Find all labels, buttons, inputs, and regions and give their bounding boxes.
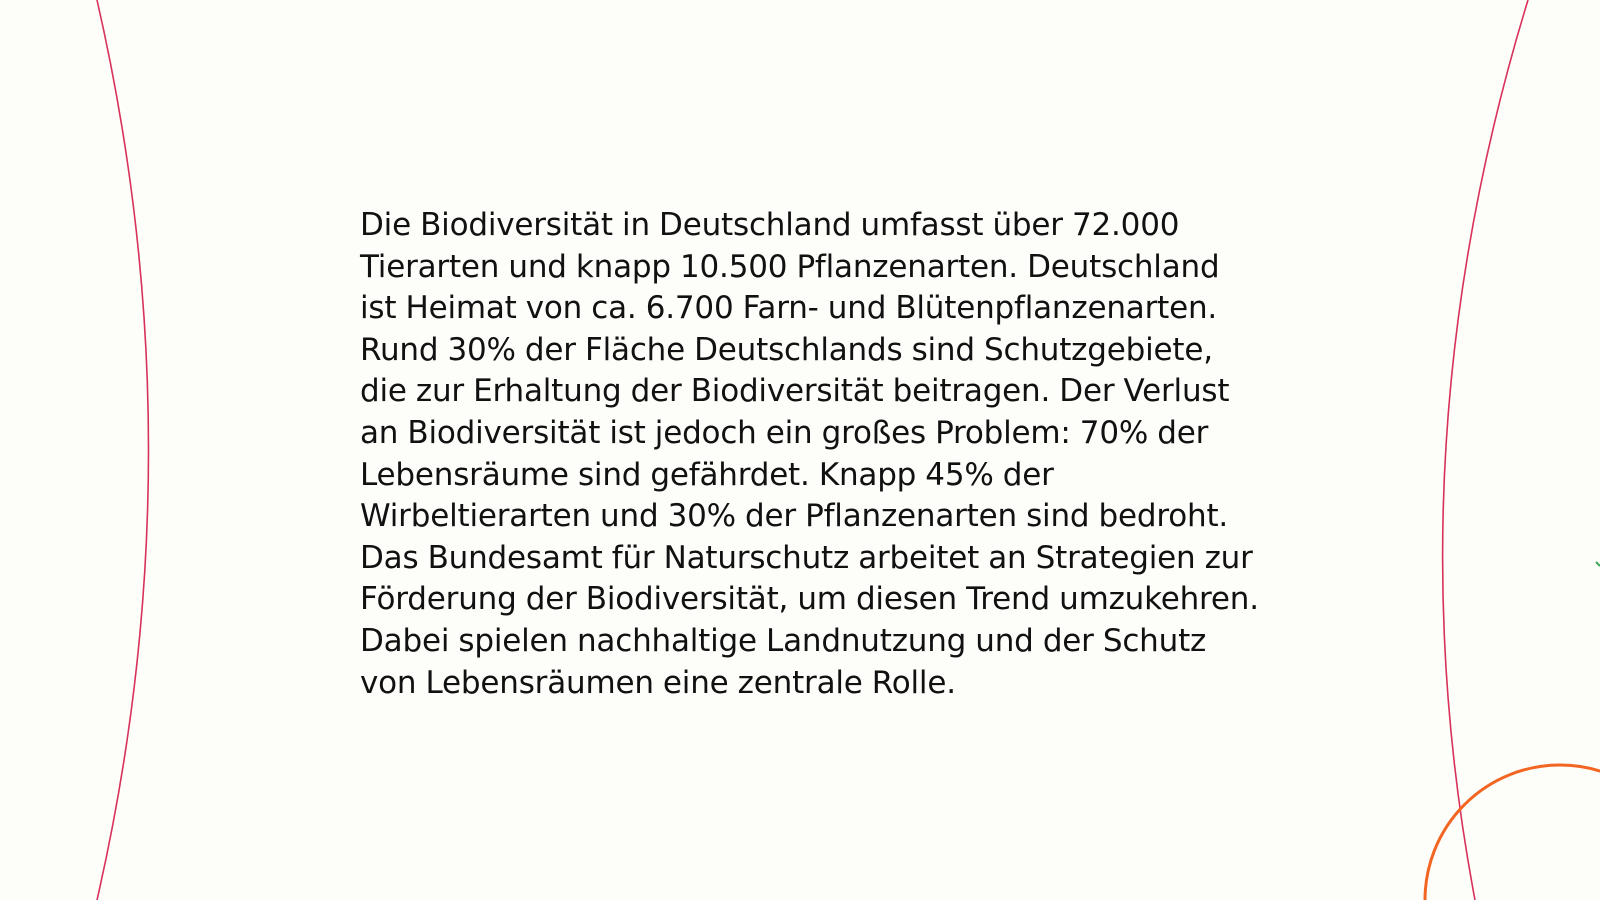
body-text: Die Biodiversität in Deutschland umfasst über 72.000 Tierarten und knapp 10.500 Pflanzenarten. Deutschland ist Heimat von ca. 6.700 Farn- und Blütenpflanzenarten. Rund 30% der Fläche Deutschlands sind Schutzgebiete, die zur Erhaltung der Biodiversität beitragen. Der Verlust an Biodiversität ist jedoch ein großes Problem: 70% der Lebensräume sind gefährdet. Knapp 45% der Wirbeltierarten und 30% der Pflanzenarten sind bedroht. Das Bundesamt für Naturschutz arbeitet an Strategien zur Förderung der Biodiversität, um diesen Trend umzukehren. Dabei spielen nachhaltige Landnutzung und der Schutz von Lebensräumen eine zentrale Rolle. (360, 207, 1259, 701)
orange-circle-decoration (1425, 765, 1600, 900)
green-tick-decoration (1596, 562, 1600, 566)
left-arc-decoration (97, 0, 149, 900)
right-arc-decoration (1443, 0, 1528, 900)
